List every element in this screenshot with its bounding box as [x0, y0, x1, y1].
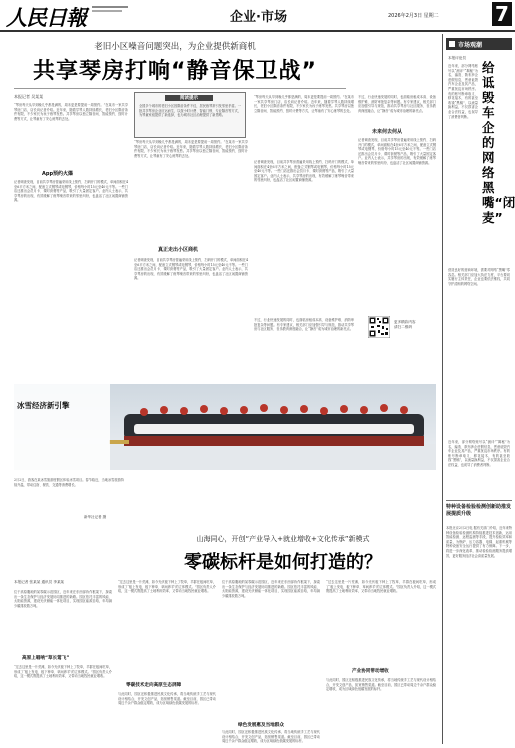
page-number: 7	[492, 2, 512, 26]
photo-caption-title: 冰雪经济新引擎	[17, 401, 70, 410]
top-story-subhead-1: App预约火爆	[42, 171, 74, 177]
bottom-story-subhead-2: 零碳技术走向高原生态屏障	[126, 683, 182, 688]
bottom-story-byline: 本报记者 张某某 通讯员 李某某	[14, 580, 65, 584]
bottom-story-body-b: “过去这里是一片荒滩，如今光伏板下种上了牧草，羊群在板间吃草，形成了‘板上发电、板下种草、草间养羊’的立体模式。”园区负责人介绍，这一模式既提高了土地利用效率，又带动当地牧民就业增收。	[14, 665, 112, 679]
bottom-story-subhead-4: 产业协同带动增收	[352, 669, 389, 674]
top-story-body-i: 记者调查发现，目前共享琴房普遍采用线上预约、扫码开门的模式，单间面积在4至6平方米之间，配备立式钢琴或电钢琴，价格每小时15元至40元不等。一些门店还推出会员月卡、课时套餐等产品，吸引了大量固定客户。业内人士表示，共享琴房的出现，有效缓解了练琴噪音带来的邻里纠纷，也盘活了社区闲置商铺资源。	[358, 138, 436, 165]
bottom-story-headline: 零碳标杆是如何打造的？	[184, 552, 382, 573]
top-story-body-g: 不过，行业快速发展的同时，也面临房租成本高、设备维护难、消防审批复杂等问题。有专家建议，相关部门应加强引导与规范，推动共享琴房与社区服务、音乐教育深度融合，让“静音”成为城市治理的新亮点。	[254, 318, 354, 332]
sidebar-divider	[442, 34, 443, 744]
bottom-story-body-h: 与此同时，园区还积极推进民族文化传承，将当地传统手工艺与现代设计相结合，开发文创产品，拓宽销售渠道。截至目前，园区已带动周边千余户群众稳定增收，成为区域绿色低碳发展的标杆。	[326, 678, 436, 692]
top-story-body-d: 记者调查发现，目前共享琴房普遍采用线上预约、扫码开门的模式，单间面积在4至6平方米之间，配备立式钢琴或电钢琴，价格每小时15元至40元不等。一些门店还推出会员月卡、课时套餐等产品，吸引了大量固定客户。业内人士表示，共享琴房的出现，有效缓解了练琴噪音带来的邻里纠纷，也盘活了社区闲置商铺资源。	[134, 258, 248, 281]
reading-box-text: 全国多个城市的老旧小区因隔音条件不佳，居民练琴常引发邻里矛盾。一批共享琴房企业应运而生，以按小时计费、智能门锁、专业隔音等方式，为琴童家庭提供了新选择，也为城市社区治理提供了新思路。	[139, 104, 241, 118]
bottom-story-subhead-3: 绿色发展惠及当地群众	[238, 723, 284, 728]
bottom-story-subhead-1: 高原上唱响“草长莺飞”	[22, 656, 70, 661]
bottom-story-body-f: 与此同时，园区还积极推进民族文化传承，将当地传统手工艺与现代设计相结合，开发文创产品，拓宽销售渠道。截至目前，园区已带动周边千余户群众稳定增收，成为区域绿色低碳发展的标杆。	[222, 730, 320, 744]
bottom-story-body-c: “过去这里是一片荒滩，如今光伏板下种上了牧草，羊群在板间吃草，形成了‘板上发电、板下种草、草间养羊’的立体模式。”园区负责人介绍，这一模式既提高了土地利用效率，又带动当地牧民就业增收。	[118, 580, 216, 594]
qr-code[interactable]	[368, 316, 390, 338]
sidebar-column-label-text: 市场观潮	[458, 42, 483, 49]
section-title: 企业·市场	[230, 10, 287, 25]
masthead-rule	[0, 30, 515, 32]
sidebar-mid-rule	[446, 500, 512, 501]
top-story-subhead-3: 未来何去何从	[372, 129, 403, 135]
top-story-body-c: “琴房每天从早到晚几乎都是满的，周末更是要提前一周预约。”在某市一家共享琴房门店，店长向记者介绍。近年来，随着学琴人数持续增长，老旧小区隔音条件有限，不少家长为孩子练琴发愁。共享琴房以独立隔音间、智能预约、按时计费等方式，让琴童有了安心练琴的去处。	[134, 140, 248, 158]
sidebar-byline: 本报评论员	[448, 56, 466, 60]
photo-caption-box	[14, 384, 110, 470]
photo-caption-text: 2月2日，游客在某冰雪旅游度假区体验冰雪项目。春节临近，当地冰雪旅游持续升温，带动住宿、餐饮、交通等消费增长。	[14, 478, 124, 487]
newspaper-logo: 人民日報	[6, 5, 86, 30]
qr-code-icon	[368, 316, 390, 338]
sidebar-body-b: 营造良好的营商环境，需要对网络“黑嘴”零容忍。相关部门应加大执法力度，平台要切实履行主体责任，企业也要依法维权，共同守护清朗的网络空间。	[448, 268, 510, 286]
bottom-story-body-d: 与此同时，园区还积极推进民族文化传承，将当地传统手工艺与现代设计相结合，开发文创产品，拓宽销售渠道。截至目前，园区已带动周边千余户群众稳定增收，成为区域绿色低碳发展的标杆。	[118, 692, 216, 706]
bottom-story-body-a: 位于高原腹地的某零碳示范园区，近年来在东西部协作框架下，探索出一条生态保护与经济发展协同推进的新路。园区依托丰富的风能、太阳能资源，建设光伏储能一体化项目，实现园区能源自给，年均减少碳排放数万吨。	[14, 590, 112, 608]
sidebar-second-headline: 特种设备检验检测创新助推发展提质升级	[446, 504, 512, 517]
top-story-kicker: 老旧小区噪音问题突出，为企业提供新商机	[94, 42, 256, 52]
sidebar-second-body: 本报北京2月2日电 据有关部门介绍，近年来特种设备检验检测机构持续推进技术创新，运用智能检测、远程监测等手段，提升检验效率和质量，为锅炉、压力容器、电梯、起重机械等特种设备安全运行提供了有力保障。下一步，将进一步深化改革，推动检验检测服务提质增效，更好服务经济社会高质量发展。	[446, 526, 512, 558]
masthead-sub-line	[92, 6, 132, 16]
masthead	[0, 0, 515, 30]
bottom-story-kicker: 山海同心，开创“产业导入+就业增收+文化传承”新模式	[196, 535, 370, 543]
bottom-story-body-g: “过去这里是一片荒滩，如今光伏板下种上了牧草，羊群在板间吃草，形成了‘板上发电、板下种草、草间养羊’的立体模式。”园区负责人介绍，这一模式既提高了土地利用效率，又带动当地牧民就业增收。	[326, 580, 436, 594]
top-story-body-f: 记者调查发现，目前共享琴房普遍采用线上预约、扫码开门的模式，单间面积在4至6平方米之间，配备立式钢琴或电钢琴，价格每小时15元至40元不等。一些门店还推出会员月卡、课时套餐等产品，吸引了大量固定客户。业内人士表示，共享琴房的出现，有效缓解了练琴噪音带来的邻里纠纷，也盘活了社区闲置商铺资源。	[254, 160, 354, 183]
headline-rule	[14, 88, 346, 89]
sidebar-label-icon	[449, 41, 455, 47]
photo-caption-credit: 新华社记者 摄	[84, 515, 107, 519]
sidebar-headline: 给诋毁车企的网络黑嘴“闭麦”	[482, 60, 515, 225]
top-story-subhead-2: 真正走出小区商机	[158, 247, 199, 253]
top-story-body-b: 记者调查发现，目前共享琴房普遍采用线上预约、扫码开门的模式，单间面积在4至6平方米之间，配备立式钢琴或电钢琴，价格每小时15元至40元不等。一些门店还推出会员月卡、课时套餐等产品，吸引了大量固定客户。业内人士表示，共享琴房的出现，有效缓解了练琴噪音带来的邻里纠纷，也盘活了社区闲置商铺资源。	[14, 180, 128, 203]
bottom-story-body-e: 位于高原腹地的某零碳示范园区，近年来在东西部协作框架下，探索出一条生态保护与经济发展协同推进的新路。园区依托丰富的风能、太阳能资源，建设光伏储能一体化项目，实现园区能源自给，年均减少碳排放数万吨。	[222, 580, 320, 598]
sidebar-body-a: 近年来，部分网络账号以“测评”“揭秘”为名，编造、散布涉企虚假信息，恶意诋毁汽车企业及其产品，严重扰乱市场秩序。有的账号断章取义、移花接木，有的甚至收钱“黑稿”，以流量换利益，不仅损害企业合法权益，也误导了消费者判断。	[448, 64, 478, 119]
reading-box-label: 阅读提示	[165, 95, 213, 101]
top-story-body-a: “琴房每天从早到晚几乎都是满的，周末更是要提前一周预约。”在某市一家共享琴房门店，店长向记者介绍。近年来，随着学琴人数持续增长，老旧小区隔音条件有限，不少家长为孩子练琴发愁。共享琴房以独立隔音间、智能预约、按时计费等方式，让琴童有了安心练琴的去处。	[14, 103, 128, 121]
top-story-body-h: 不过，行业快速发展的同时，也面临房租成本高、设备维护难、消防审批复杂等问题。有专家建议，相关部门应加强引导与规范，推动共享琴房与社区服务、音乐教育深度融合，让“静音”成为城市治理的新亮点。	[358, 95, 436, 113]
top-story-headline: 共享琴房打响“静音保卫战”	[33, 59, 317, 84]
sidebar-body-c: 近年来，部分网络账号以“测评”“揭秘”为名，编造、散布涉企虚假信息，恶意诋毁汽车企业及其产品，严重扰乱市场秩序。有的账号断章取义、移花接木，有的甚至收钱“黑稿”，以流量换利益，不仅损害企业合法权益，也误导了消费者判断。	[448, 440, 510, 467]
qr-caption: 更多精彩内容 请扫二维码	[394, 320, 416, 329]
sidebar-column-label	[446, 38, 512, 50]
reading-box	[134, 92, 246, 138]
top-story-body-e: “琴房每天从早到晚几乎都是满的，周末更是要提前一周预约。”在某市一家共享琴房门店，店长向记者介绍。近年来，随着学琴人数持续增长，老旧小区隔音条件有限，不少家长为孩子练琴发愁。共享琴房以独立隔音间、智能预约、按时计费等方式，让琴童有了安心练琴的去处。	[254, 95, 354, 113]
date-line: 2026年2月3日 星期二	[388, 13, 439, 19]
top-story-byline: 本报记者 吴某某	[14, 94, 44, 99]
